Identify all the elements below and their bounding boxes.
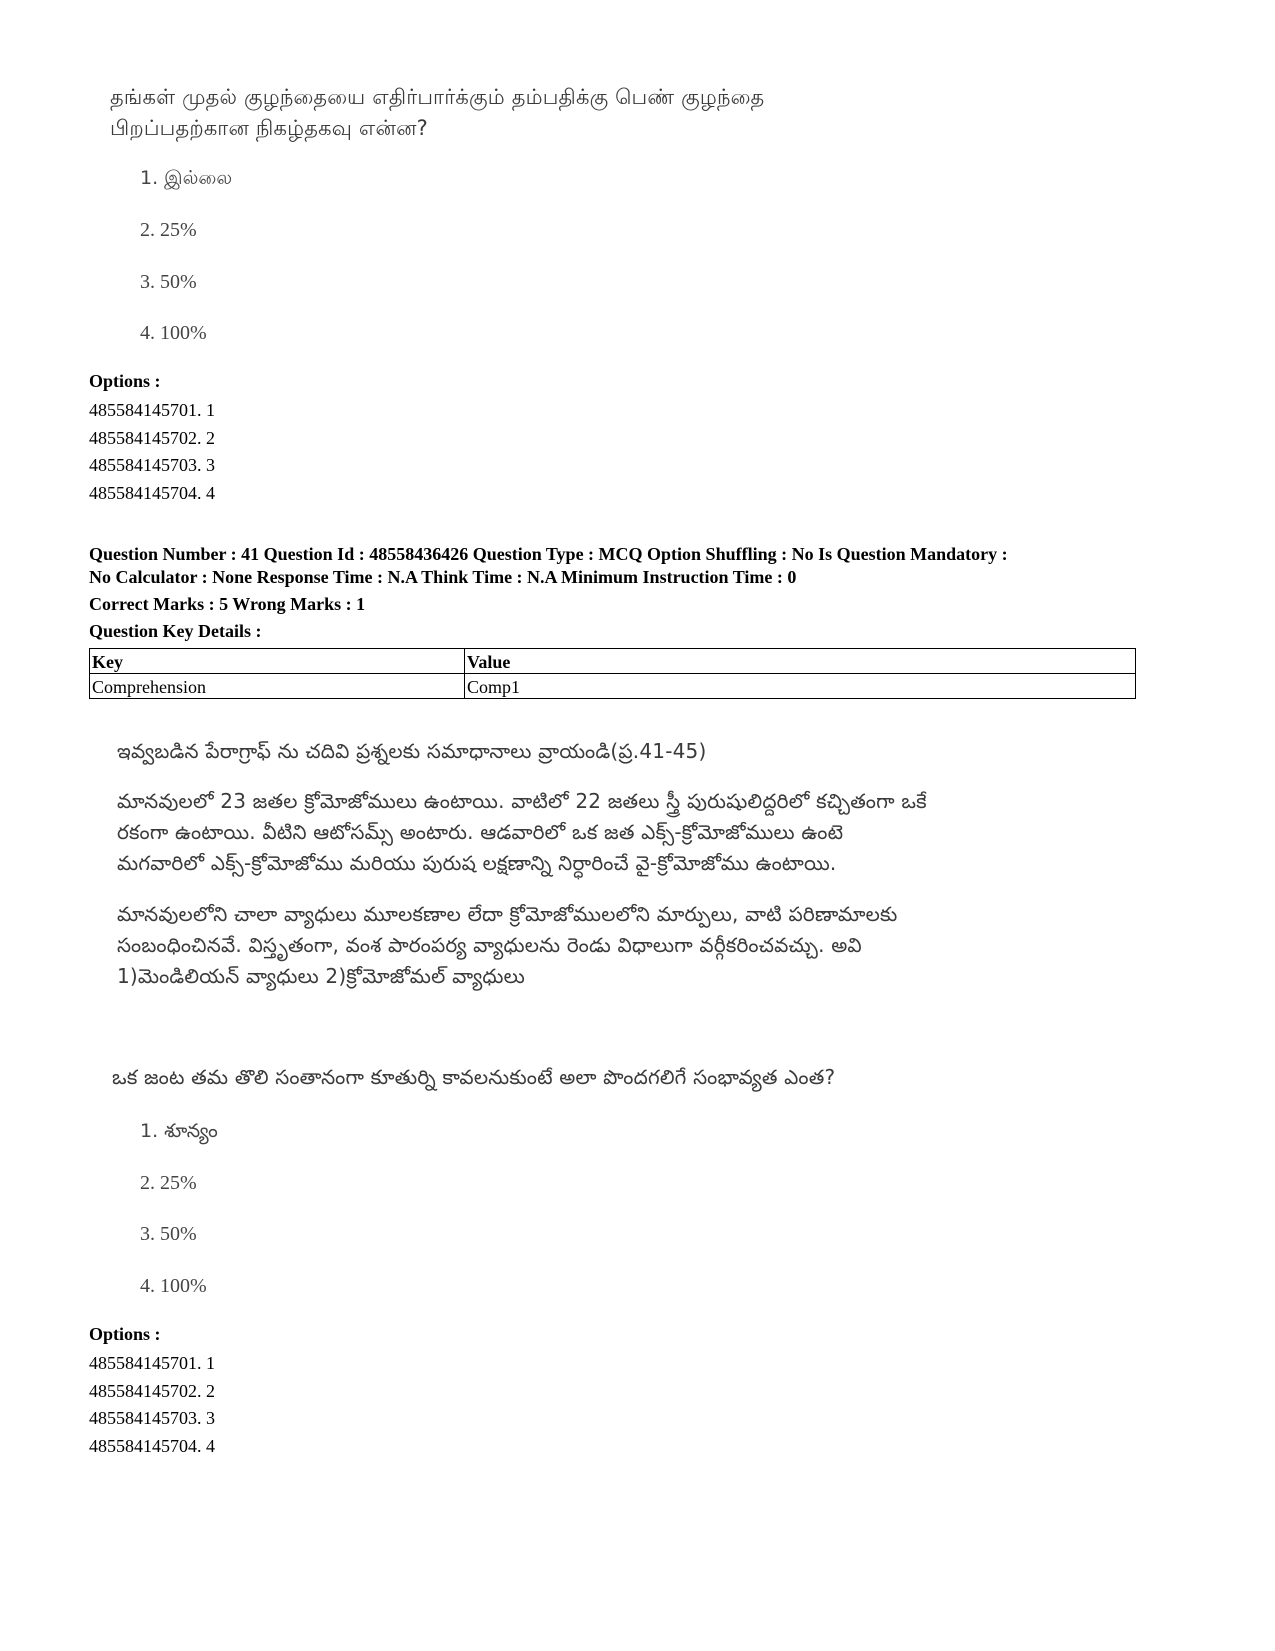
image-option: 2. 25% bbox=[140, 1172, 197, 1194]
passage-line: మానవులలో 23 జతల క్రోమోజోములు ఉంటాయి. వాటిలో 22 జతలు స్త్రీ పురుషులిద్దరిలో కచ్చితంగా ఒకే bbox=[117, 789, 927, 813]
option-item: 485584145703. 3 bbox=[89, 1408, 215, 1428]
question-header bbox=[89, 543, 1189, 589]
image-option: 3. 50% bbox=[140, 271, 197, 293]
table-cell: Comp1 bbox=[465, 674, 1136, 699]
image-option: 1. శూన్యం bbox=[140, 1120, 218, 1142]
image-option: 1. இல்லை bbox=[140, 167, 233, 189]
option-item: 485584145704. 4 bbox=[89, 1435, 215, 1456]
option-item: 485584145701. 1 bbox=[89, 400, 215, 420]
passage-paragraph bbox=[117, 899, 1157, 992]
image-option: 3. 50% bbox=[140, 1223, 197, 1245]
question-image-tamil bbox=[110, 82, 1110, 144]
options-label: Options : bbox=[89, 1324, 161, 1344]
image-option: 4. 100% bbox=[140, 322, 207, 344]
option-item: 485584145703. 3 bbox=[89, 455, 215, 475]
passage-line: సంబంధించినవే. విస్తృతంగా, వంశ పారంపర్య వ్యాధులను రెండు విధాలుగా వర్గీకరించవచ్చు. అవి bbox=[117, 933, 862, 957]
question-text-line: பிறப்பதற்கான நிகழ்தகவு என்ன? bbox=[110, 116, 428, 140]
table-header-cell: Key bbox=[90, 649, 465, 674]
option-list bbox=[89, 1350, 215, 1460]
passage-line: 1)మెండిలియన్ వ్యాధులు 2)క్రోమోజోమల్ వ్యాధులు bbox=[117, 964, 525, 988]
passage-line: మగవారిలో ఎక్స్-క్రోమోజోము మరియు పురుష లక్షణాన్ని నిర్ధారించే వై-క్రోమోజోము ఉంటాయి. bbox=[117, 851, 837, 875]
options-label: Options : bbox=[89, 371, 161, 391]
table-header-cell: Value bbox=[465, 649, 1136, 674]
passage-paragraph bbox=[117, 786, 1157, 879]
option-item: 485584145704. 4 bbox=[89, 482, 215, 503]
question-header-line: No Calculator : None Response Time : N.A Think Time : N.A Minimum Instruction Time : 0 bbox=[89, 567, 797, 587]
image-option: 4. 100% bbox=[140, 1275, 207, 1297]
key-details-table-wrap bbox=[89, 648, 1136, 699]
image-option: 2. 25% bbox=[140, 219, 197, 241]
question-header-line: Question Number : 41 Question Id : 48558436426 Question Type : MCQ Option Shuffling : No Is Question Mandatory : bbox=[89, 544, 1008, 564]
question-text-telugu: ఒక జంట తమ తొలి సంతానంగా కూతుర్ని కావలనుకుంటే అలా పొందగలిగే సంభావ్యత ఎంత? bbox=[112, 1065, 836, 1089]
key-details-label: Question Key Details : bbox=[89, 621, 262, 641]
option-item: 485584145701. 1 bbox=[89, 1353, 215, 1373]
option-list bbox=[89, 397, 215, 507]
question-text-line: தங்கள் முதல் குழந்தையை எதிர்பார்க்கும் தம்பதிக்கு பெண் குழந்தை bbox=[110, 85, 765, 109]
passage-line: రకంగా ఉంటాయి. వీటిని ఆటోసమ్స్ అంటారు. ఆడవారిలో ఒక జత ఎక్స్-క్రోమోజోములు ఉంటె bbox=[117, 820, 844, 844]
table-cell: Comprehension bbox=[90, 674, 465, 699]
passage-instruction: ఇవ్వబడిన పేరాగ్రాఫ్ ను చదివి ప్రశ్నలకు సమాధానాలు వ్రాయండి(ప్ర.41-45) bbox=[117, 739, 707, 763]
option-item: 485584145702. 2 bbox=[89, 1380, 215, 1401]
key-details-table bbox=[89, 648, 1136, 699]
table-header-row bbox=[90, 649, 1136, 674]
option-item: 485584145702. 2 bbox=[89, 427, 215, 448]
marks-line: Correct Marks : 5 Wrong Marks : 1 bbox=[89, 594, 366, 614]
table-row bbox=[90, 674, 1136, 699]
passage-line: మానవులలోని చాలా వ్యాధులు మూలకణాల లేదా క్రోమోజోములలోని మార్పులు, వాటి పరిణామాలకు bbox=[117, 902, 898, 926]
